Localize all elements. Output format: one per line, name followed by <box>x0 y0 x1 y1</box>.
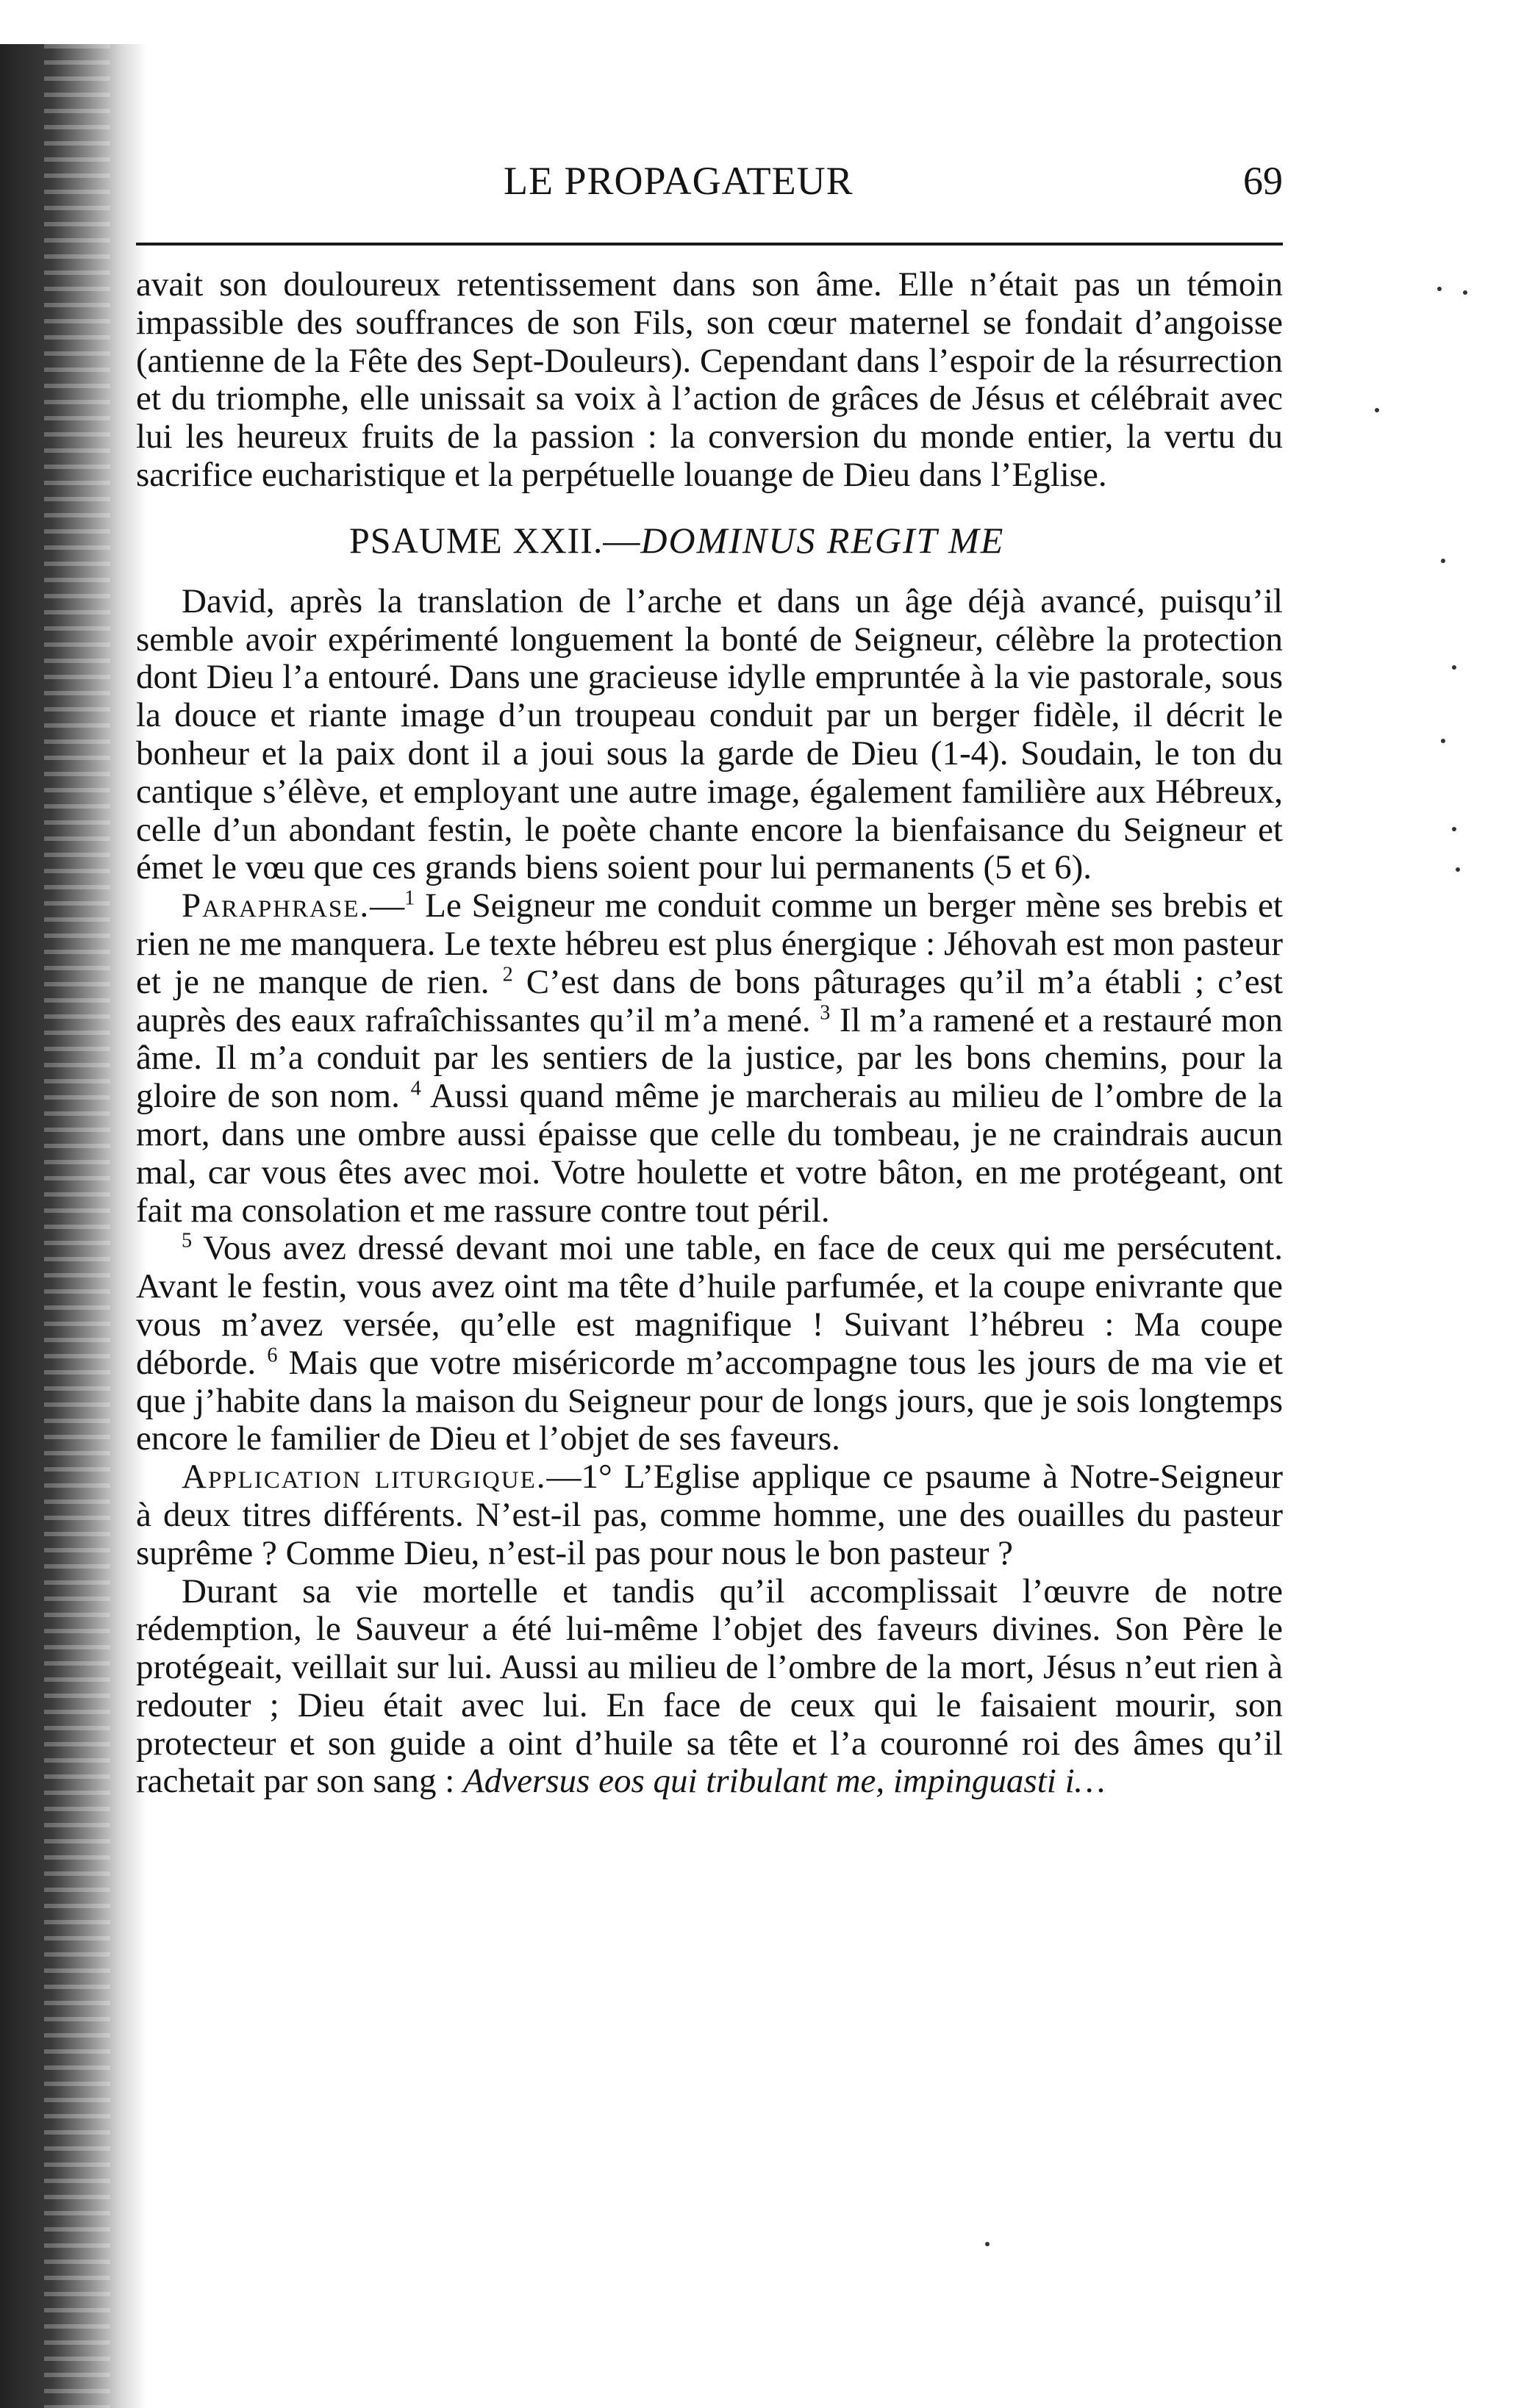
redemption-text: Durant sa vie mortelle et tandis qu’il accomplissait l’œuvre de notre rédemption, le Sauveur a été lui-même l’objet des faveurs divines. Son Père le protégeait, veillait sur lui. Aussi au milieu de l’ombre de la mort, Jésus n’eut rien à redouter ; Dieu était avec lui. En face de ceux qui le faisaient mourir, son protecteur et son guide a oint d’huile sa tête et l’a couronné roi des âmes qu’il rachetait par son sang : <box>136 1572 1283 1801</box>
verse-number: 3 <box>820 1000 831 1024</box>
latin-quotation: Adversus eos qui tribulant me, impinguasti i… <box>463 1762 1106 1801</box>
print-speck <box>1441 739 1445 743</box>
print-speck <box>1437 287 1442 291</box>
header-rule <box>136 243 1283 246</box>
verse-number: 2 <box>502 963 513 986</box>
binding-texture <box>44 44 110 2408</box>
paraphrase-text: C’est dans de bons pâturages qu’il m’a établi ; c’est auprès des eaux rafraîchissantes qu’il m’a mené. <box>136 962 1283 1039</box>
print-speck <box>1375 408 1379 412</box>
paragraph-application <box>136 1458 1283 1572</box>
verse-number: 1 <box>404 886 415 910</box>
psalm-number: PSAUME XXII.— <box>349 519 641 561</box>
page-header <box>136 158 1283 209</box>
paraphrase-text: Le Seigneur me conduit comme un berger mène ses brebis et rien ne me manquera. Le texte hébreu est plus énergique : Jéhovah est mon pasteur et je ne manque de rien. <box>136 886 1283 1001</box>
verse-number: 6 <box>267 1344 278 1367</box>
paraphrase-text: Mais que votre miséricorde m’accompagne tous les jours de ma vie et que j’habite dans la maison du Seigneur pour de longs jours, que je sois longtemps encore le familier de Dieu et l’objet de ses faveurs. <box>136 1343 1284 1458</box>
print-speck <box>1452 827 1456 831</box>
print-speck <box>1441 559 1445 563</box>
application-text: —1° L’Eglise applique ce psaume à Notre-Seigneur à deux titres différents. N’est-il pas, comme homme, une des ouailles du pasteur suprême ? Comme Dieu, n’est-il pas pour nous le bon pasteur ? <box>136 1458 1284 1572</box>
paraphrase-label: Paraphrase. <box>182 886 371 925</box>
paragraph-paraphrase-continued <box>136 1230 1283 1458</box>
paraphrase-text: Vous avez dressé devant moi une table, en face de ceux qui me persécutent. Avant le festin, vous avez oint ma tête d’huile parfumée, et la coupe enivrante que vous m’avez versée, qu’elle est magnifique ! Suivant l’hébreu : Ma coupe déborde. <box>136 1229 1283 1382</box>
page-body <box>136 266 1283 1801</box>
print-speck <box>1456 867 1460 872</box>
application-label: Application liturgique. <box>182 1458 547 1497</box>
paragraph-paraphrase <box>136 887 1283 1230</box>
paraphrase-text: Il m’a ramené et a restauré mon âme. Il m’a conduit par les sentiers de la justice, par les bons chemins, pour la gloire de son nom. <box>136 1000 1283 1116</box>
running-title: LE PROPAGATEUR <box>504 159 854 203</box>
print-speck <box>1452 665 1456 670</box>
paraphrase-dash: — <box>370 886 405 925</box>
print-speck <box>985 2242 990 2246</box>
paragraph-introduction: David, après la translation de l’arche et dans un âge déjà avancé, puisqu’il semble avoir expérimenté longuement la bonté de Seigneur, célèbre la protection dont Dieu l’a entouré. Dans une gracieuse idylle empruntée à la vie pastorale, sous la douce et riante image d’un troupeau conduit par un berger fidèle, il décrit le bonheur et la paix dont il a joui sous la garde de Dieu (1-4). Soudain, le ton du cantique s’élève, et employant une autre image, également familière aux Hébreux, celle d’un abondant festin, le poète chante encore la bienfaisance du Seigneur et émet le vœu que ces grands biens soient pour lui permanents (5 et 6). <box>136 581 1283 887</box>
verse-number: 4 <box>410 1077 421 1100</box>
page-number: 69 <box>1243 159 1283 203</box>
print-speck <box>1463 290 1467 295</box>
book-page <box>136 0 1283 2408</box>
verse-number: 5 <box>182 1229 193 1253</box>
paragraph-continuation: avait son douloureux retentissement dans son âme. Elle n’était pas un témoin impassible des souffrances de son Fils, son cœur maternel se fondait d’angoisse (antienne de la Fête des Sept-Douleurs). Cependant dans l’espoir de la résurrection et du triomphe, elle unissait sa voix à l’action de grâces de Jésus et célébrait avec lui les heureux fruits de la passion : la conversion du monde entier, la vertu du sacrifice eucharistique et la perpétuelle louange de Dieu dans l’Eglise. <box>136 265 1283 494</box>
psalm-latin-title: DOMINUS REGIT ME <box>640 519 1005 561</box>
psalm-heading <box>136 520 1283 561</box>
paragraph-redemption <box>136 1573 1283 1802</box>
paraphrase-text: Aussi quand même je marcherais au milieu de l’ombre de la mort, dans une ombre aussi épaisse que celle du tombeau, je ne craindrais aucun mal, car vous êtes avec moi. Votre houlette et votre bâton, en me protégeant, ont fait ma consolation et me rassure contre tout péril. <box>136 1077 1283 1230</box>
